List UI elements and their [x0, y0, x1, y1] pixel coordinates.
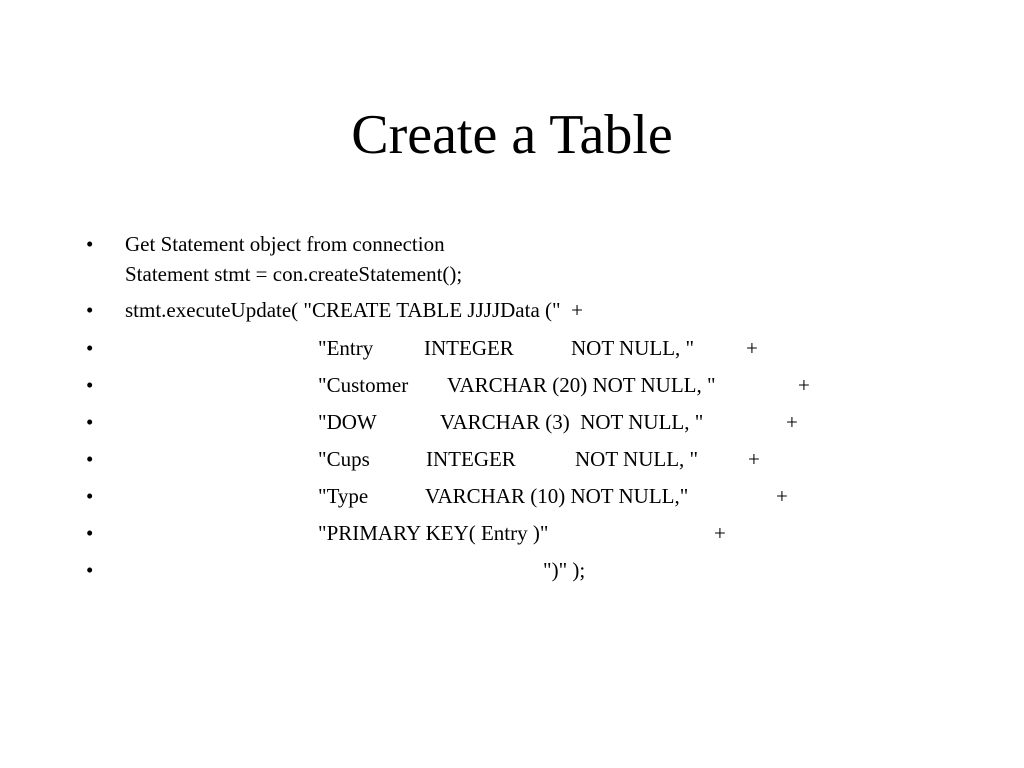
bullet-code-line: Statement stmt = con.createStatement(); — [125, 262, 463, 286]
bullet-text: stmt.executeUpdate( "CREATE TABLE JJJJData (" + — [125, 298, 583, 322]
column-name: "Type — [318, 484, 369, 508]
bullet-marker: • — [86, 521, 94, 545]
column-constraint: NOT NULL, " — [571, 336, 695, 360]
column-constraint: NOT NULL, " — [575, 447, 699, 471]
column-type: VARCHAR (10) NOT NULL," — [425, 484, 689, 508]
bullet-marker: • — [86, 484, 94, 508]
plus-operator: + — [786, 410, 798, 434]
bullet-marker: • — [86, 410, 94, 434]
plus-operator: + — [776, 484, 788, 508]
plus-operator: + — [798, 373, 810, 397]
closing-statement: ")" ); — [543, 558, 586, 582]
bullet-marker: • — [86, 447, 94, 471]
bullet-marker: • — [86, 373, 94, 397]
column-type: INTEGER — [426, 447, 516, 471]
bullet-marker: • — [86, 558, 94, 582]
column-name: "DOW — [318, 410, 377, 434]
column-name: "Entry — [318, 336, 374, 360]
bullet-marker: • — [86, 232, 94, 256]
column-type: VARCHAR (20) NOT NULL, " — [447, 373, 716, 397]
primary-key-clause: "PRIMARY KEY( Entry )" — [318, 521, 549, 545]
plus-operator: + — [746, 336, 758, 360]
bullet-text: Get Statement object from connection — [125, 232, 445, 256]
bullet-marker: • — [86, 336, 94, 360]
column-name: "Customer — [318, 373, 409, 397]
column-name: "Cups — [318, 447, 370, 471]
bullet-marker: • — [86, 298, 94, 322]
column-type: INTEGER — [424, 336, 514, 360]
plus-operator: + — [748, 447, 760, 471]
slide-title: Create a Table — [351, 104, 673, 166]
column-type: VARCHAR (3) NOT NULL, " — [440, 410, 704, 434]
plus-operator: + — [714, 521, 726, 545]
